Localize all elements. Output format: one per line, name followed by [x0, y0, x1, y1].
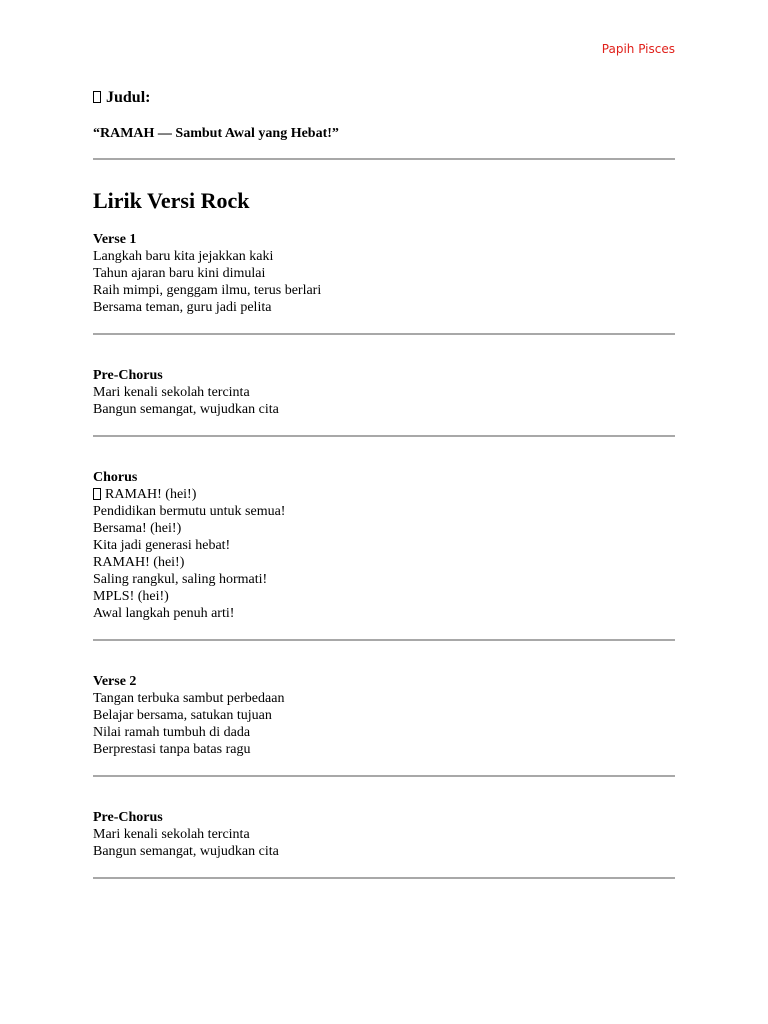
judul-heading: [93, 88, 675, 108]
horizontal-rule: [93, 639, 675, 641]
section-label: Verse 2: [93, 674, 137, 689]
section-pre-chorus-1: [93, 367, 675, 418]
lyric-line: Belajar bersama, satukan tujuan: [93, 708, 272, 723]
lyric-line: Awal langkah penuh arti!: [93, 606, 235, 621]
page-heading: Lirik Versi Rock: [93, 188, 250, 213]
lyric-line: Pendidikan bermutu untuk semua!: [93, 504, 286, 519]
section-label: Pre-Chorus: [93, 368, 163, 383]
lyric-line: Tangan terbuka sambut perbedaan: [93, 691, 285, 706]
header-author: Papih Pisces: [601, 42, 675, 56]
song-title: “RAMAH — Sambut Awal yang Hebat!”: [93, 126, 339, 141]
lyric-line: Bersama teman, guru jadi pelita: [93, 300, 272, 315]
lyric-text: RAMAH! (hei!): [105, 487, 197, 502]
lyric-line: [93, 486, 675, 503]
section-label: Chorus: [93, 470, 138, 485]
horizontal-rule: [93, 333, 675, 335]
lyric-line: Mari kenali sekolah tercinta: [93, 385, 250, 400]
horizontal-rule: [93, 435, 675, 437]
lyric-line: Bersama! (hei!): [93, 521, 182, 536]
lyric-line: Mari kenali sekolah tercinta: [93, 827, 250, 842]
lyric-line: Kita jadi generasi hebat!: [93, 538, 231, 553]
judul-label: Judul:: [106, 89, 151, 106]
lyric-line: Berprestasi tanpa batas ragu: [93, 742, 251, 757]
document-content: [93, 88, 675, 879]
section-verse-2: [93, 673, 675, 758]
section-pre-chorus-2: [93, 809, 675, 860]
missing-glyph-icon: [93, 488, 101, 500]
section-label: Verse 1: [93, 232, 137, 247]
horizontal-rule: [93, 158, 675, 160]
lyric-line: Bangun semangat, wujudkan cita: [93, 844, 279, 859]
lyric-line: Saling rangkul, saling hormati!: [93, 572, 268, 587]
lyric-line: Langkah baru kita jejakkan kaki: [93, 249, 274, 264]
lyric-line: MPLS! (hei!): [93, 589, 169, 604]
lyric-line: Nilai ramah tumbuh di dada: [93, 725, 251, 740]
lyric-line: RAMAH! (hei!): [93, 555, 185, 570]
section-chorus: [93, 469, 675, 622]
lyric-line: Bangun semangat, wujudkan cita: [93, 402, 279, 417]
section-verse-1: [93, 231, 675, 316]
missing-glyph-icon: [93, 91, 101, 103]
horizontal-rule: [93, 775, 675, 777]
lyric-line: Raih mimpi, genggam ilmu, terus berlari: [93, 283, 322, 298]
section-label: Pre-Chorus: [93, 810, 163, 825]
horizontal-rule: [93, 877, 675, 879]
lyric-line: Tahun ajaran baru kini dimulai: [93, 266, 266, 281]
